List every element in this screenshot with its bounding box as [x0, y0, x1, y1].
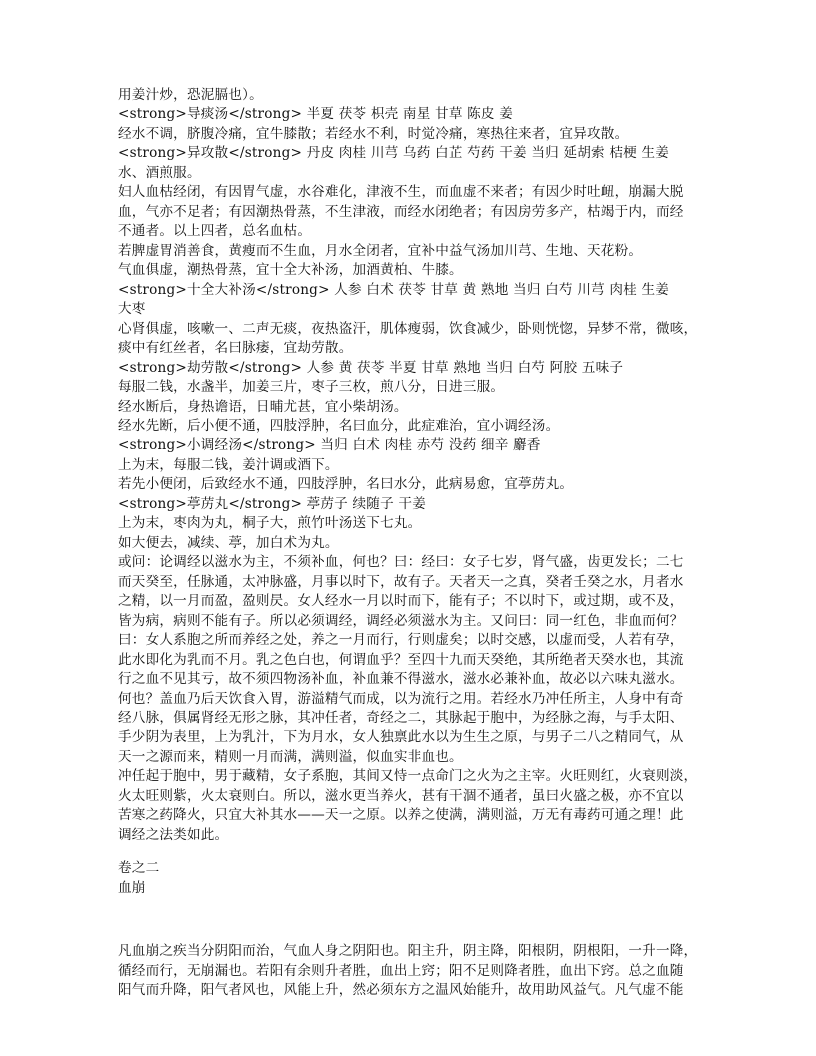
text-line: 不通者。以上四者，总名血枯。 — [118, 223, 312, 240]
text-line: 妇人血枯经闭，有因胃气虚，水谷难化，津液不生，而血虚不来者；有因少时吐衄，崩漏大脱 — [118, 184, 684, 201]
section-blood-collapse — [118, 942, 718, 1000]
text-line: 若先小便闭，后致经水不通，四肢浮肿，名曰水分，此病易愈，宜葶苈丸。 — [118, 476, 574, 493]
text-line: 经水不调，脐腹冷痛，宜牛膝散；若经水不利，时觉冷痛，寒热往来者，宜异攻散。 — [118, 125, 629, 142]
text-line: 之精，以一月而盈，盈则昃。女人经水一月以时而下，能有子；不以时下，或过期，或不及， — [118, 593, 684, 610]
text-line: 火太旺则紫，火太衰则白。所以，滋水更当养火，甚有干涸不通者，虽曰火盛之极，亦不宜以 — [118, 787, 684, 804]
text-line: 大枣 — [118, 301, 146, 318]
text-line: <strong>导痰汤</strong> 半夏 茯苓 枳壳 南星 甘草 陈皮 姜 — [118, 106, 514, 123]
text-line: 阳气而升降，阳气者风也，风能上升，然必须东方之温风始能升，故用助风益气。凡气虚不能 — [118, 982, 684, 999]
text-line: 如大便去，减续、葶，加白术为丸。 — [118, 534, 339, 551]
chapter-heading — [118, 859, 718, 898]
text-line: 曰：女人系胞之所而养经之处，养之一月而行，行则虚矣；以时交感，以虚而受，人若有孕， — [118, 632, 684, 649]
text-line: 天一之源而来，精则一月而满，满则溢，似血实非血也。 — [118, 748, 463, 765]
text-line: 心肾俱虚，咳嗽一、二声无痰，夜热盗汗，肌体瘦弱，饮食减少，卧则恍惚，异梦不常，微咳， — [118, 320, 698, 337]
section-prescriptions — [118, 86, 718, 845]
chapter-title: 血崩 — [118, 879, 146, 896]
text-line: <strong>葶苈丸</strong> 葶苈子 续随子 干姜 — [118, 495, 426, 512]
volume-label: 卷之二 — [118, 860, 160, 877]
text-line: 此水即化为乳而不月。乳之色白也，何谓血乎？至四十九而天癸绝，其所绝者天癸水也，其流 — [118, 651, 684, 668]
text-line: 痰中有红丝者，名曰脉痿，宜劫劳散。 — [118, 340, 353, 357]
text-line: 凡血崩之疾当分阴阳而治，气血人身之阴阳也。阳主升，阴主降，阳根阴，阴根阳，一升一降， — [118, 943, 698, 960]
text-line: 水、酒煎服。 — [118, 164, 201, 181]
text-line: 若脾虚胃消善食，黄瘦而不生血，月水全闭者，宜补中益气汤加川芎、生地、天花粉。 — [118, 242, 643, 259]
text-line: 每服二钱，水盏半，加姜三片，枣子三枚，煎八分，日进三服。 — [118, 379, 505, 396]
text-line: <strong>十全大补汤</strong> 人参 白术 茯苓 甘草 黄 熟地 当归 白芍 川芎 肉桂 生姜 — [118, 281, 670, 298]
text-line: 皆为病，病则不能有子。所以必须调经，调经必须滋水为主。又问曰：同一红色，非血而何？ — [118, 612, 684, 629]
text-line: 手少阴为表里，上为乳汁，下为月水，女人独禀此水以为生生之原，与男子二八之精同气，从 — [118, 729, 684, 746]
text-line: 苦寒之药降火，只宜大补其水——天一之原。以养之使满，满则溢，万无有毒药可通之理！此 — [118, 807, 684, 824]
text-line: 上为末，枣肉为丸，桐子大，煎竹叶汤送下七丸。 — [118, 515, 422, 532]
text-line: <strong>小调经汤</strong> 当归 白术 肉桂 赤芍 没药 细辛 麝香 — [118, 437, 541, 454]
text-line: 经八脉，俱属肾经无形之脉，其冲任者，奇经之二，其脉起于胞中，为经脉之海，与手太阳、 — [118, 710, 684, 726]
text-line: 或问：论调经以滋水为主，不须补血，何也？曰：经曰：女子七岁，肾气盛，齿更发长；二七 — [118, 554, 684, 571]
text-line: 而天癸至，任脉通，太冲脉盛，月事以时下，故有子。天者天一之真，癸者壬癸之水，月者水 — [118, 573, 684, 590]
text-line: 调经之法类如此。 — [118, 826, 229, 843]
text-line: <strong>异攻散</strong> 丹皮 肉桂 川芎 乌药 白芷 芍药 干姜 当归 延胡索 桔梗 生姜 — [118, 145, 670, 162]
text-line: 冲任起于胞中，男于藏精，女子系胞，其间又恃一点命门之火为之主宰。火旺则红，火衰则淡， — [118, 768, 698, 785]
text-line: 行之血不见其亏，故不须四物汤补血，补血兼不得滋水，滋水必兼补血，故必以六味丸滋水。 — [118, 671, 684, 688]
text-line: 气血俱虚，潮热骨蒸，宜十全大补汤，加酒黄柏、牛膝。 — [118, 262, 463, 279]
text-line: 经水断后，身热谵语，日晡尤甚，宜小柴胡汤。 — [118, 398, 408, 415]
text-line: 血，气亦不足者；有因潮热骨蒸，不生津液，而经水闭绝者；有因房劳多产，枯竭于内，而经 — [118, 203, 684, 220]
text-line: 循经而行，无崩漏也。若阳有余则升者胜，血出上窍；阳不足则降者胜，血出下窍。总之血随 — [118, 962, 684, 979]
text-line: 用姜汁炒，恐泥膈也）。 — [118, 87, 263, 103]
document-page — [118, 86, 718, 1001]
text-line: 何也？盖血乃后天饮食入胃，游溢精气而成，以为流行之用。若经水乃冲任所主，人身中有奇 — [118, 690, 684, 707]
text-line: 经水先断，后小便不通，四肢浮肿，名曰血分，此症难治，宜小调经汤。 — [118, 417, 560, 434]
text-line: <strong>劫劳散</strong> 人参 黄 茯苓 半夏 甘草 熟地 当归 白芍 阿胶 五味子 — [118, 359, 624, 376]
text-line: 上为末，每服二钱，姜汁调或酒下。 — [118, 456, 339, 473]
